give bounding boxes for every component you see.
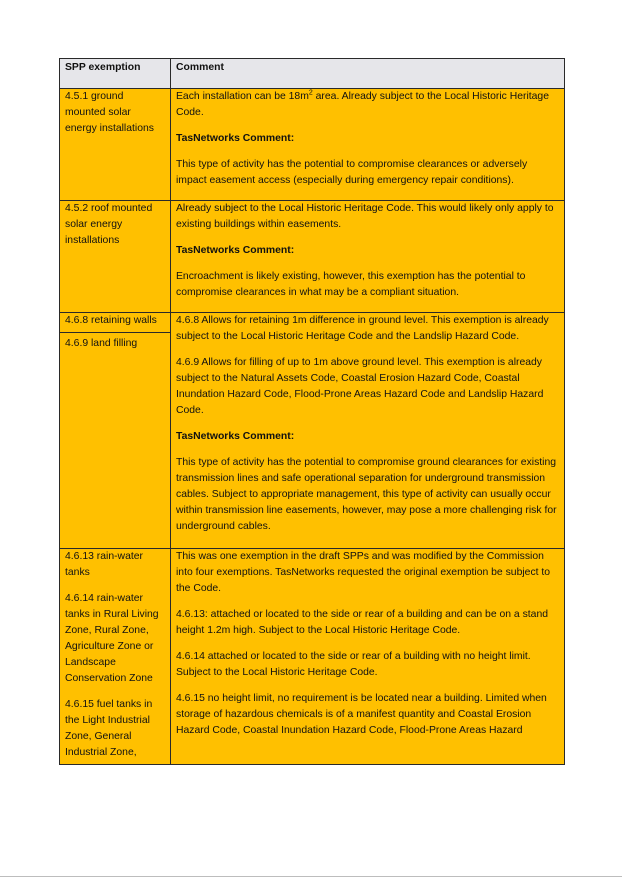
table-row bbox=[60, 201, 565, 313]
header-comment: Comment bbox=[171, 59, 565, 89]
header-spp-exemption: SPP exemption bbox=[60, 59, 171, 89]
spp-exemption-table bbox=[59, 58, 565, 765]
comment-paragraph: This was one exemption in the draft SPPs and was modified by the Commission into four exemptions. TasNetworks requested the original exemption be subject to the Code. bbox=[176, 551, 551, 594]
tasnetworks-comment-heading: TasNetworks Comment: bbox=[176, 431, 295, 442]
exemption-cell bbox=[60, 313, 171, 549]
tasnetworks-comment-heading: TasNetworks Comment: bbox=[176, 133, 295, 144]
comment-paragraph: 4.6.13: attached or located to the side or rear of a building and can be on a stand height 1.2m high. Subject to the Local Historic Heritage Code. bbox=[176, 609, 549, 636]
comment-paragraph: This type of activity has the potential to compromise ground clearances for existing transmission lines and safe operational separation for underground transmission cables. Subject to appropriate management, this type of activity can usually occur within transmission line easements, however, may pose a more challenging risk for underground cables. bbox=[176, 457, 557, 532]
comment-paragraph: Encroachment is likely existing, however, this exemption has the potential to compromise clearances in what may be a compliant situation. bbox=[176, 271, 526, 298]
tasnetworks-comment-heading: TasNetworks Comment: bbox=[176, 245, 295, 256]
superscript: 2 bbox=[308, 89, 313, 97]
exemption-label: 4.6.8 retaining walls bbox=[65, 315, 157, 326]
table-row bbox=[60, 549, 565, 765]
comment-paragraph: 4.6.15 no height limit, no requirement is be located near a building. Limited when storage of hazardous chemicals is of a manifest quantity and Coastal Erosion Hazard Code, Coastal Inundation Hazard Code, Flood-Prone Areas Hazard bbox=[176, 693, 547, 736]
comment-cell bbox=[171, 549, 565, 765]
comment-paragraph: Already subject to the Local Historic Heritage Code. This would likely only apply to existing buildings within easements. bbox=[176, 203, 554, 230]
exemption-cell bbox=[60, 201, 171, 313]
table-row bbox=[60, 313, 565, 549]
comment-paragraph: 4.6.14 attached or located to the side or rear of a building with no height limit. Subject to the Local Historic Heritage Code. bbox=[176, 651, 531, 678]
exemption-cell bbox=[60, 549, 171, 765]
comment-text: area. Already subject to the Local Historic Heritage Code. bbox=[176, 91, 549, 118]
comment-paragraph: This type of activity has the potential to compromise clearances or adversely impact easement access (especially during emergency repair conditions). bbox=[176, 159, 528, 186]
comment-cell bbox=[171, 89, 565, 201]
exemption-cell bbox=[60, 89, 171, 201]
comment-paragraph: 4.6.8 Allows for retaining 1m difference in ground level. This exemption is already subject to the Local Historic Heritage Code and the Landslip Hazard Code. bbox=[176, 315, 549, 342]
exemption-label: 4.6.9 land filling bbox=[65, 338, 138, 349]
exemption-label: 4.5.1 ground mounted solar energy installations bbox=[65, 91, 154, 134]
exemption-label: 4.6.14 rain-water tanks in Rural Living Zone, Rural Zone, Agriculture Zone or Landscape Conservation Zone bbox=[65, 593, 159, 684]
exemption-label: 4.5.2 roof mounted solar energy installations bbox=[65, 203, 153, 246]
exemption-split bbox=[65, 333, 165, 352]
comment-text: Each installation can be 18m bbox=[176, 91, 309, 102]
table-header-row bbox=[60, 59, 565, 89]
comment-paragraph bbox=[176, 89, 559, 121]
page-bottom-rule bbox=[0, 876, 622, 877]
comment-cell bbox=[171, 201, 565, 313]
comment-paragraph: 4.6.9 Allows for filling of up to 1m above ground level. This exemption is already subject to the Natural Assets Code, Coastal Erosion Hazard Code, Coastal Inundation Hazard Code, Flood-Prone Areas Hazard Code and Landslip Hazard Code. bbox=[176, 357, 544, 416]
exemption-split bbox=[60, 313, 170, 333]
exemption-label: 4.6.15 fuel tanks in the Light Industrial Zone, General Industrial Zone, bbox=[65, 699, 153, 758]
exemption-label: 4.6.13 rain-water tanks bbox=[65, 551, 143, 578]
comment-cell bbox=[171, 313, 565, 549]
table-row bbox=[60, 89, 565, 201]
